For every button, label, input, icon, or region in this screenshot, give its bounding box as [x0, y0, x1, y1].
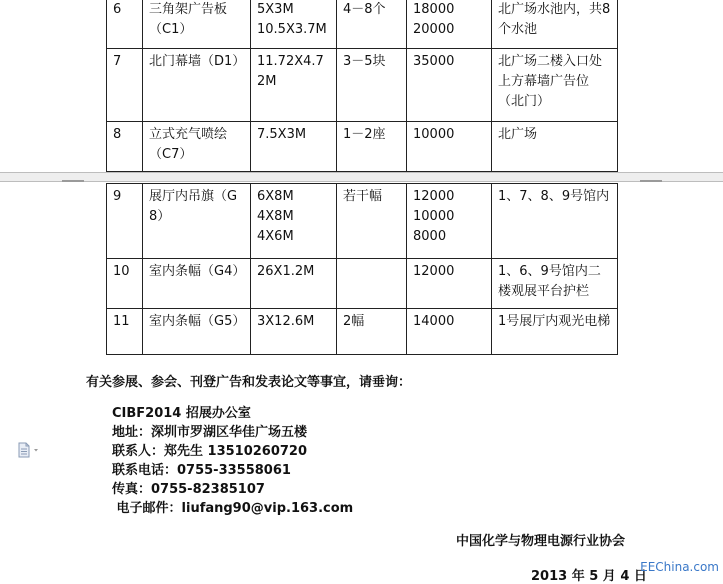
- ad-name: 展厅内吊旗（G8）: [143, 184, 251, 259]
- ad-price: 12000: [407, 259, 492, 309]
- ad-name: 室内条幅（G5）: [143, 309, 251, 355]
- table-row: [107, 184, 618, 259]
- ad-size: 7.5X3M: [251, 122, 337, 172]
- row-number: 10: [107, 259, 143, 309]
- office-address: 地址：深圳市罗湖区华佳广场五楼: [112, 425, 308, 440]
- ad-name: 三角架广告板（C1）: [143, 0, 251, 49]
- contact-block: [112, 404, 353, 518]
- ad-location: 1号展厅内观光电梯: [492, 309, 618, 355]
- ad-location: 北广场: [492, 122, 618, 172]
- ad-quantity: 1－2座: [337, 122, 407, 172]
- ad-size: 26X1.2M: [251, 259, 337, 309]
- contact-email: 电子邮件：liufang90@vip.163.com: [112, 501, 354, 516]
- ad-size: 11.72X4.72M: [251, 49, 337, 122]
- ad-size: 6X8M 4X8M 4X6M: [251, 184, 337, 259]
- table-row: [107, 0, 618, 49]
- document-date: 2013 年 5 月 4 日: [531, 569, 647, 584]
- ad-table-top: [106, 0, 618, 172]
- ad-quantity: [337, 259, 407, 309]
- page-corner-mark: [62, 172, 84, 181]
- table-row: [107, 122, 618, 172]
- ad-location: 北广场二楼入口处上方幕墙广告位（北门）: [492, 49, 618, 122]
- row-number: 6: [107, 0, 143, 49]
- table-row: [107, 49, 618, 122]
- inquiry-note: 有关参展、参会、刊登广告和发表论文等事宜，请垂询：: [86, 375, 412, 390]
- ad-size: 5X3M 10.5X3.7M: [251, 0, 337, 49]
- document-icon[interactable]: [17, 442, 43, 458]
- ad-quantity: 2幅: [337, 309, 407, 355]
- ad-name: 室内条幅（G4）: [143, 259, 251, 309]
- row-number: 9: [107, 184, 143, 259]
- row-number: 11: [107, 309, 143, 355]
- ad-location: 1、7、8、9号馆内: [492, 184, 618, 259]
- ad-quantity: 若干幅: [337, 184, 407, 259]
- row-number: 8: [107, 122, 143, 172]
- table-row: [107, 259, 618, 309]
- ad-quantity: 3－5块: [337, 49, 407, 122]
- watermark: EEChina.com: [640, 560, 719, 574]
- contact-person: 联系人：郑先生 13510260720: [112, 444, 308, 459]
- ad-location: 1、6、9号馆内二楼观展平台护栏: [492, 259, 618, 309]
- organization-signature: 中国化学与物理电源行业协会: [456, 534, 626, 549]
- contact-fax: 传真：0755-82385107: [112, 482, 265, 497]
- ad-size: 3X12.6M: [251, 309, 337, 355]
- page-corner-mark: [640, 172, 662, 181]
- page-corner-mark: [640, 181, 662, 190]
- ad-name: 立式充气喷绘（C7）: [143, 122, 251, 172]
- table-row: [107, 309, 618, 355]
- office-name: CIBF2014 招展办公室: [112, 406, 251, 421]
- ad-quantity: 4－8个: [337, 0, 407, 49]
- ad-table-bottom: [106, 183, 618, 355]
- page-corner-mark: [62, 181, 84, 190]
- ad-price: 35000: [407, 49, 492, 122]
- page-break-gap: [0, 172, 723, 182]
- ad-price: 18000 20000: [407, 0, 492, 49]
- contact-phone: 联系电话：0755-33558061: [112, 463, 291, 478]
- ad-location: 北广场水池内，共8个水池: [492, 0, 618, 49]
- ad-price: 14000: [407, 309, 492, 355]
- row-number: 7: [107, 49, 143, 122]
- ad-price: 10000: [407, 122, 492, 172]
- ad-price: 12000 10000 8000: [407, 184, 492, 259]
- ad-name: 北门幕墙（D1）: [143, 49, 251, 122]
